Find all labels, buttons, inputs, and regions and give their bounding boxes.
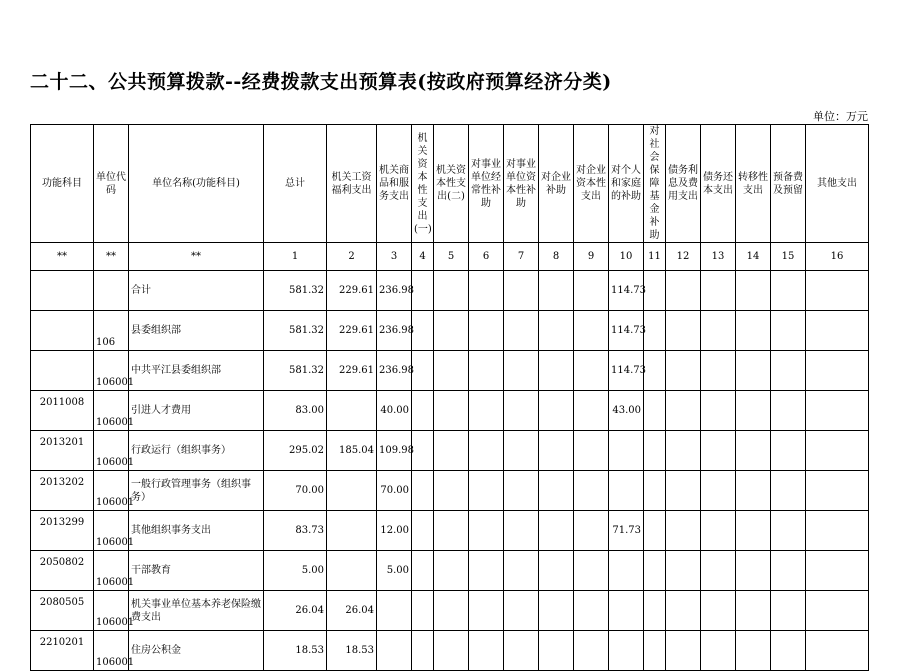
empty-cell [412, 471, 434, 511]
household-subsidy-cell: 43.00 [609, 391, 644, 431]
empty-cell [412, 271, 434, 311]
header-cell: 转移性支出 [736, 125, 771, 243]
total-cell: 295.02 [264, 431, 327, 471]
wage-welfare-cell [327, 511, 377, 551]
empty-cell [539, 391, 574, 431]
function-code-cell: 2210201 [31, 631, 94, 671]
unit-code-cell: 106001 [94, 631, 129, 671]
index-cell: 2 [327, 243, 377, 271]
goods-services-cell: 236.98 [377, 311, 412, 351]
empty-cell [539, 511, 574, 551]
index-cell: 6 [469, 243, 504, 271]
empty-cell [666, 271, 701, 311]
empty-cell [434, 271, 469, 311]
empty-cell [434, 391, 469, 431]
goods-services-cell: 70.00 [377, 471, 412, 511]
index-cell: 5 [434, 243, 469, 271]
empty-cell [771, 391, 806, 431]
empty-cell [469, 271, 504, 311]
empty-cell [412, 591, 434, 631]
empty-cell [806, 511, 869, 551]
empty-cell [412, 431, 434, 471]
table-row [31, 551, 869, 591]
unit-name-cell: 合计 [129, 271, 264, 311]
table-row [31, 431, 869, 471]
unit-code-cell: 106001 [94, 511, 129, 551]
goods-services-cell: 40.00 [377, 391, 412, 431]
empty-cell [666, 591, 701, 631]
header-cell: 对个人和家庭的补助 [609, 125, 644, 243]
wage-welfare-cell [327, 391, 377, 431]
household-subsidy-cell [609, 431, 644, 471]
empty-cell [469, 391, 504, 431]
unit-name-cell: 机关事业单位基本养老保险缴费支出 [129, 591, 264, 631]
empty-cell [806, 471, 869, 511]
empty-cell [806, 551, 869, 591]
header-cell: 其他支出 [806, 125, 869, 243]
empty-cell [644, 631, 666, 671]
empty-cell [771, 591, 806, 631]
empty-cell [701, 271, 736, 311]
empty-cell [574, 471, 609, 511]
unit-code-cell: 106001 [94, 351, 129, 391]
empty-cell [736, 511, 771, 551]
table-row [31, 511, 869, 551]
empty-cell [806, 631, 869, 671]
household-subsidy-cell: 114.73 [609, 271, 644, 311]
empty-cell [412, 551, 434, 591]
unit-code-cell: 106001 [94, 431, 129, 471]
header-cell: 机关资本性支出(二) [434, 125, 469, 243]
empty-cell [701, 551, 736, 591]
unit-code-cell: 106001 [94, 391, 129, 431]
empty-cell [736, 391, 771, 431]
total-cell: 83.00 [264, 391, 327, 431]
unit-name-cell: 县委组织部 [129, 311, 264, 351]
header-cell: 对社会保障基金补助 [644, 125, 666, 243]
index-cell: 11 [644, 243, 666, 271]
header-cell: 预备费及预留 [771, 125, 806, 243]
index-cell: ** [94, 243, 129, 271]
empty-cell [469, 591, 504, 631]
function-code-cell [31, 351, 94, 391]
empty-cell [644, 471, 666, 511]
index-cell: 9 [574, 243, 609, 271]
empty-cell [806, 351, 869, 391]
unit-code-cell [94, 271, 129, 311]
function-code-cell: 2011008 [31, 391, 94, 431]
index-cell: 8 [539, 243, 574, 271]
table-row [31, 631, 869, 671]
total-cell: 70.00 [264, 471, 327, 511]
empty-cell [644, 391, 666, 431]
goods-services-cell: 236.98 [377, 271, 412, 311]
empty-cell [434, 551, 469, 591]
header-cell: 对企业补助 [539, 125, 574, 243]
index-cell: 10 [609, 243, 644, 271]
empty-cell [644, 311, 666, 351]
empty-cell [504, 391, 539, 431]
empty-cell [574, 271, 609, 311]
empty-cell [574, 391, 609, 431]
empty-cell [701, 431, 736, 471]
empty-cell [504, 511, 539, 551]
empty-cell [434, 471, 469, 511]
budget-table [30, 124, 869, 671]
empty-cell [469, 351, 504, 391]
unit-code-cell: 106001 [94, 471, 129, 511]
empty-cell [434, 351, 469, 391]
household-subsidy-cell [609, 631, 644, 671]
index-cell: 15 [771, 243, 806, 271]
empty-cell [504, 631, 539, 671]
empty-cell [806, 431, 869, 471]
empty-cell [539, 551, 574, 591]
index-cell: ** [31, 243, 94, 271]
empty-cell [666, 431, 701, 471]
index-cell: 14 [736, 243, 771, 271]
empty-cell [469, 551, 504, 591]
goods-services-cell [377, 591, 412, 631]
empty-cell [434, 311, 469, 351]
empty-cell [736, 311, 771, 351]
wage-welfare-cell [327, 471, 377, 511]
table-row [31, 591, 869, 631]
empty-cell [539, 631, 574, 671]
function-code-cell [31, 311, 94, 351]
unit-name-cell: 其他组织事务支出 [129, 511, 264, 551]
header-cell: 机关工资福利支出 [327, 125, 377, 243]
empty-cell [434, 511, 469, 551]
empty-cell [701, 391, 736, 431]
empty-cell [771, 631, 806, 671]
table-row [31, 391, 869, 431]
index-row [31, 243, 869, 271]
unit-name-cell: 行政运行（组织事务） [129, 431, 264, 471]
empty-cell [434, 431, 469, 471]
empty-cell [434, 631, 469, 671]
empty-cell [574, 591, 609, 631]
empty-cell [771, 271, 806, 311]
header-cell: 单位代码 [94, 125, 129, 243]
empty-cell [504, 351, 539, 391]
header-cell: 功能科目 [31, 125, 94, 243]
household-subsidy-cell [609, 471, 644, 511]
goods-services-cell [377, 631, 412, 671]
total-cell: 581.32 [264, 351, 327, 391]
empty-cell [539, 591, 574, 631]
empty-cell [504, 431, 539, 471]
empty-cell [644, 511, 666, 551]
empty-cell [666, 351, 701, 391]
empty-cell [574, 511, 609, 551]
empty-cell [504, 471, 539, 511]
function-code-cell: 2013201 [31, 431, 94, 471]
empty-cell [574, 351, 609, 391]
wage-welfare-cell [327, 551, 377, 591]
empty-cell [701, 471, 736, 511]
index-cell: 1 [264, 243, 327, 271]
wage-welfare-cell: 185.04 [327, 431, 377, 471]
total-cell: 581.32 [264, 271, 327, 311]
unit-name-cell: 中共平江县委组织部 [129, 351, 264, 391]
household-subsidy-cell [609, 551, 644, 591]
empty-cell [412, 351, 434, 391]
empty-cell [771, 311, 806, 351]
page-title: 二十二、公共预算拨款--经费拨款支出预算表(按政府预算经济分类) [30, 71, 612, 93]
header-row [31, 125, 869, 243]
empty-cell [574, 551, 609, 591]
wage-welfare-cell: 229.61 [327, 351, 377, 391]
header-cell: 对企业资本性支出 [574, 125, 609, 243]
empty-cell [574, 311, 609, 351]
header-cell: 单位名称(功能科目) [129, 125, 264, 243]
empty-cell [412, 631, 434, 671]
table-row [31, 271, 869, 311]
header-cell: 对事业单位经常性补助 [469, 125, 504, 243]
index-cell: 13 [701, 243, 736, 271]
empty-cell [806, 391, 869, 431]
unit-name-cell: 住房公积金 [129, 631, 264, 671]
empty-cell [736, 271, 771, 311]
empty-cell [701, 591, 736, 631]
header-cell: 总计 [264, 125, 327, 243]
empty-cell [666, 551, 701, 591]
empty-cell [539, 271, 574, 311]
empty-cell [539, 431, 574, 471]
empty-cell [771, 471, 806, 511]
index-cell: ** [129, 243, 264, 271]
header-cell: 机关资本性支出(一) [412, 125, 434, 243]
empty-cell [539, 351, 574, 391]
empty-cell [736, 591, 771, 631]
empty-cell [469, 631, 504, 671]
empty-cell [539, 311, 574, 351]
empty-cell [771, 551, 806, 591]
empty-cell [469, 431, 504, 471]
unit-label: 单位：万元 [813, 110, 868, 123]
index-cell: 4 [412, 243, 434, 271]
goods-services-cell: 12.00 [377, 511, 412, 551]
unit-name-cell: 一般行政管理事务（组织事务） [129, 471, 264, 511]
function-code-cell: 2013299 [31, 511, 94, 551]
household-subsidy-cell: 71.73 [609, 511, 644, 551]
empty-cell [412, 391, 434, 431]
header-cell: 对事业单位资本性补助 [504, 125, 539, 243]
empty-cell [701, 631, 736, 671]
index-cell: 16 [806, 243, 869, 271]
wage-welfare-cell: 229.61 [327, 311, 377, 351]
header-cell: 债务利息及费用支出 [666, 125, 701, 243]
empty-cell [806, 591, 869, 631]
goods-services-cell: 236.98 [377, 351, 412, 391]
index-cell: 3 [377, 243, 412, 271]
function-code-cell: 2080505 [31, 591, 94, 631]
empty-cell [504, 551, 539, 591]
empty-cell [574, 431, 609, 471]
index-cell: 7 [504, 243, 539, 271]
empty-cell [504, 591, 539, 631]
unit-name-cell: 干部教育 [129, 551, 264, 591]
empty-cell [736, 631, 771, 671]
empty-cell [666, 631, 701, 671]
empty-cell [504, 311, 539, 351]
empty-cell [574, 631, 609, 671]
table-row [31, 311, 869, 351]
empty-cell [644, 271, 666, 311]
empty-cell [666, 511, 701, 551]
empty-cell [412, 311, 434, 351]
wage-welfare-cell: 26.04 [327, 591, 377, 631]
goods-services-cell: 109.98 [377, 431, 412, 471]
empty-cell [666, 391, 701, 431]
empty-cell [736, 551, 771, 591]
empty-cell [771, 431, 806, 471]
empty-cell [504, 271, 539, 311]
unit-name-cell: 引进人才费用 [129, 391, 264, 431]
empty-cell [701, 311, 736, 351]
empty-cell [701, 511, 736, 551]
empty-cell [771, 351, 806, 391]
total-cell: 5.00 [264, 551, 327, 591]
empty-cell [771, 511, 806, 551]
empty-cell [644, 431, 666, 471]
function-code-cell: 2050802 [31, 551, 94, 591]
empty-cell [806, 271, 869, 311]
total-cell: 18.53 [264, 631, 327, 671]
empty-cell [736, 351, 771, 391]
empty-cell [469, 311, 504, 351]
index-cell: 12 [666, 243, 701, 271]
function-code-cell: 2013202 [31, 471, 94, 511]
empty-cell [539, 471, 574, 511]
empty-cell [806, 311, 869, 351]
empty-cell [434, 591, 469, 631]
total-cell: 26.04 [264, 591, 327, 631]
empty-cell [701, 351, 736, 391]
household-subsidy-cell: 114.73 [609, 351, 644, 391]
unit-code-cell: 106001 [94, 551, 129, 591]
total-cell: 83.73 [264, 511, 327, 551]
empty-cell [644, 591, 666, 631]
unit-code-cell: 106001 [94, 591, 129, 631]
empty-cell [644, 551, 666, 591]
empty-cell [666, 471, 701, 511]
table-row [31, 351, 869, 391]
header-cell: 债务还本支出 [701, 125, 736, 243]
empty-cell [736, 471, 771, 511]
empty-cell [736, 431, 771, 471]
table-row [31, 471, 869, 511]
unit-code-cell: 106 [94, 311, 129, 351]
household-subsidy-cell [609, 591, 644, 631]
wage-welfare-cell: 18.53 [327, 631, 377, 671]
empty-cell [644, 351, 666, 391]
header-cell: 机关商品和服务支出 [377, 125, 412, 243]
empty-cell [469, 511, 504, 551]
household-subsidy-cell: 114.73 [609, 311, 644, 351]
empty-cell [469, 471, 504, 511]
goods-services-cell: 5.00 [377, 551, 412, 591]
wage-welfare-cell: 229.61 [327, 271, 377, 311]
total-cell: 581.32 [264, 311, 327, 351]
empty-cell [412, 511, 434, 551]
empty-cell [666, 311, 701, 351]
function-code-cell [31, 271, 94, 311]
